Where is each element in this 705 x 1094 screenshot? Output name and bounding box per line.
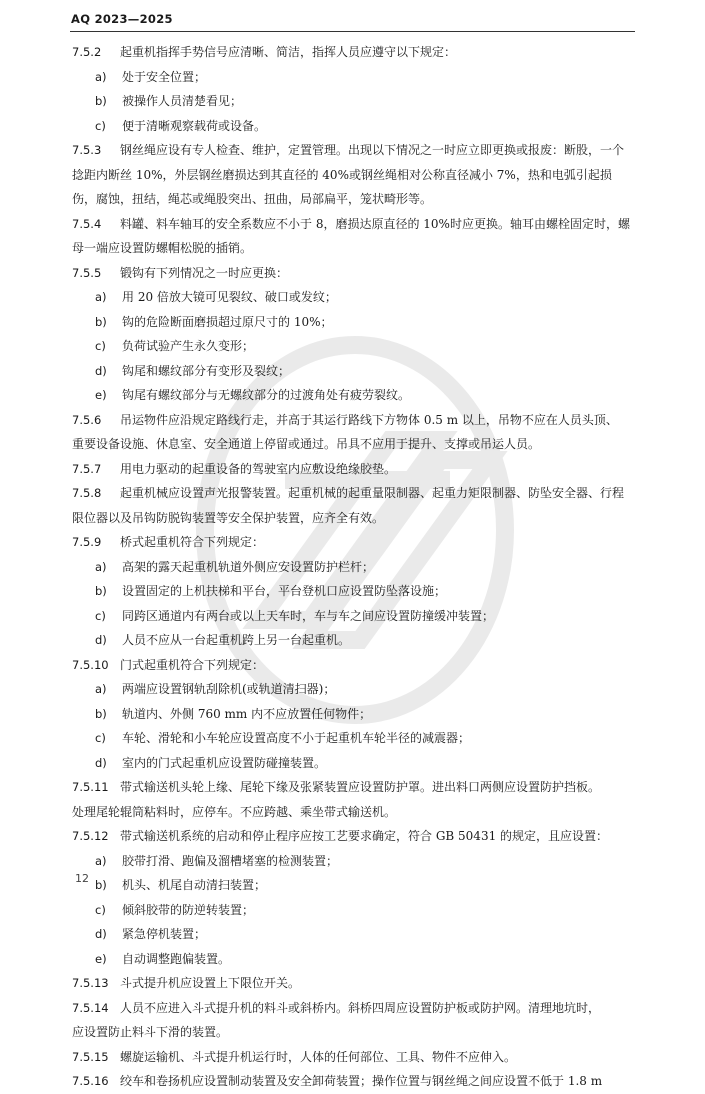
clause-line	[72, 824, 632, 849]
list-item	[72, 310, 632, 335]
line-text: 机头、机尾自动清扫装置；	[122, 878, 267, 892]
line-text: 限位器以及吊钩防脱钩装置等安全保护装置，应齐全有效。	[72, 510, 385, 525]
clause-number: 7.5.4	[72, 216, 102, 231]
item-marker: a)	[95, 290, 107, 304]
item-marker: a)	[95, 69, 107, 84]
continuation-line	[72, 1020, 632, 1045]
list-item	[72, 334, 632, 359]
item-marker: d)	[95, 755, 107, 770]
item-marker: b)	[95, 314, 107, 329]
line-text: 紧急停机装置；	[122, 927, 207, 941]
item-marker: e)	[95, 388, 107, 402]
line-text: 胶带打滑、跑偏及溜槽堵塞的检测装置；	[122, 853, 339, 868]
line-text: 斗式提升机应设置上下限位开关。	[120, 976, 301, 990]
list-item	[72, 555, 632, 580]
item-marker: b)	[95, 878, 107, 892]
item-marker: d)	[95, 927, 107, 941]
continuation-line	[72, 236, 632, 261]
clause-number: 7.5.5	[72, 265, 102, 280]
list-item	[72, 898, 632, 923]
line-text: 倾斜胶带的防逆转装置；	[122, 902, 255, 917]
list-item	[72, 604, 632, 629]
item-marker: c)	[95, 731, 106, 745]
clause-number: 7.5.14	[72, 1000, 109, 1015]
clause-number: 7.5.13	[72, 976, 109, 990]
continuation-line	[72, 800, 632, 825]
list-item	[72, 751, 632, 776]
list-item	[72, 677, 632, 702]
clause-line	[72, 481, 632, 506]
item-marker: b)	[95, 584, 107, 598]
list-item	[72, 873, 632, 898]
line-text: 起重机指挥手势信号应清晰、简洁，指挥人员应遵守以下规定：	[120, 45, 457, 59]
list-item	[72, 65, 632, 90]
line-text: 吊运物件应沿规定路线行走，并高于其运行路线下方物体 0.5 m 以上，吊物不应在人员头顶、	[120, 412, 618, 427]
item-marker: c)	[95, 118, 106, 133]
line-text: 钩尾和螺纹部分有变形及裂纹；	[122, 363, 291, 378]
clause-number: 7.5.11	[72, 780, 109, 794]
line-text: 高架的露天起重机轨道外侧应安设置防护栏杆；	[122, 559, 375, 574]
header-rule	[70, 31, 635, 32]
line-text: 捻距内断丝 10%，外层钢丝磨损达到其直径的 40%或钢丝绳相对公称直径减小 7%，热和电弧引起损	[72, 167, 612, 182]
clause-line	[72, 40, 632, 65]
continuation-line	[72, 163, 632, 188]
line-text: 应设置防止料斗下滑的装置。	[72, 1025, 229, 1039]
clause-line	[72, 261, 632, 286]
clause-number: 7.5.15	[72, 1049, 109, 1064]
clause-line	[72, 971, 632, 996]
line-text: 料罐、料车轴耳的安全系数应不小于 8，磨损达原直径的 10%时应更换。轴耳由螺栓固定时，螺	[120, 216, 630, 231]
list-item	[72, 285, 632, 310]
line-text: 桥式起重机符合下列规定：	[120, 535, 265, 549]
clause-line	[72, 1045, 632, 1070]
document-body	[72, 40, 632, 1094]
list-item	[72, 726, 632, 751]
line-text: 用电力驱动的起重设备的驾驶室内应敷设绝缘胶垫。	[120, 461, 397, 476]
line-text: 处理尾轮辊筒粘料时，应停车。不应跨越、乘坐带式输送机。	[72, 804, 397, 819]
clause-number: 7.5.16	[72, 1074, 109, 1088]
line-text: 被操作人员清楚看见；	[122, 94, 243, 108]
line-text: 门式起重机符合下列规定：	[120, 657, 265, 672]
item-marker: c)	[95, 608, 106, 623]
item-marker: b)	[95, 706, 107, 721]
line-text: 负荷试验产生永久变形；	[122, 339, 255, 353]
line-text: 锻钩有下列情况之一时应更换：	[120, 265, 289, 280]
item-marker: c)	[95, 902, 106, 917]
clause-number: 7.5.2	[72, 45, 102, 59]
line-text: 起重机械应设置声光报警装置。起重机械的起重量限制器、起重力矩限制器、防坠安全器、行程	[120, 486, 625, 500]
clause-line	[72, 408, 632, 433]
continuation-line	[72, 506, 632, 531]
line-text: 同跨区通道内有两台或以上天车时，车与车之间应设置防撞缓冲装置；	[122, 608, 495, 623]
line-text: 带式输送机头轮上缘、尾轮下缘及张紧装置应设置防护罩。进出料口两侧应设置防护挡板。	[120, 780, 601, 794]
clause-number: 7.5.3	[72, 143, 102, 157]
clause-line	[72, 996, 632, 1021]
page-number: 12	[75, 872, 89, 885]
line-text: 绞车和卷扬机应设置制动装置及安全卸荷装置；操作位置与钢丝绳之间应设置不低于 1.8 m	[120, 1074, 603, 1088]
line-text: 钩尾有螺纹部分与无螺纹部分的过渡角处有疲劳裂纹。	[122, 388, 411, 402]
continuation-line	[72, 432, 632, 457]
clause-line	[72, 138, 632, 163]
clause-number: 7.5.10	[72, 657, 109, 672]
continuation-line	[72, 187, 632, 212]
clause-line	[72, 530, 632, 555]
clause-line	[72, 1069, 632, 1094]
list-item	[72, 89, 632, 114]
line-text: 带式输送机系统的启动和停止程序应按工艺要求确定，符合 GB 50431 的规定，且应设置：	[120, 829, 609, 843]
line-text: 钩的危险断面磨损超过原尺寸的 10%；	[122, 314, 333, 329]
item-marker: c)	[95, 339, 106, 353]
line-text: 便于清晰观察载荷或设备。	[122, 118, 267, 133]
list-item	[72, 849, 632, 874]
line-text: 重要设备设施、休息室、安全通道上停留或通过。吊具不应用于提升、支撑或吊运人员。	[72, 437, 541, 451]
clause-line	[72, 457, 632, 482]
clause-line	[72, 775, 632, 800]
line-text: 人员不应从一台起重机跨上另一台起重机。	[122, 633, 351, 647]
list-item	[72, 383, 632, 408]
item-marker: a)	[95, 853, 107, 868]
line-text: 钢丝绳应设有专人检查、维护，定置管理。出现以下情况之一时应立即更换或报废：断股，一个	[120, 143, 625, 157]
clause-number: 7.5.8	[72, 486, 102, 500]
list-item	[72, 359, 632, 384]
item-marker: a)	[95, 682, 107, 696]
line-text: 自动调整跑偏装置。	[122, 951, 231, 966]
clause-number: 7.5.12	[72, 829, 109, 843]
line-text: 用 20 倍放大镜可见裂纹、破口或发纹；	[122, 290, 337, 304]
clause-line	[72, 212, 632, 237]
clause-number: 7.5.7	[72, 461, 102, 476]
list-item	[72, 947, 632, 972]
item-marker: b)	[95, 94, 107, 108]
list-item	[72, 579, 632, 604]
line-text: 室内的门式起重机应设置防碰撞装置。	[122, 755, 327, 770]
line-text: 设置固定的上机扶梯和平台，平台登机口应设置防坠落设施；	[122, 584, 447, 598]
item-marker: e)	[95, 951, 107, 966]
list-item	[72, 628, 632, 653]
line-text: 两端应设置钢轨刮除机(或轨道清扫器)；	[122, 682, 336, 696]
item-marker: d)	[95, 633, 107, 647]
line-text: 车轮、滑轮和小车轮应设置高度不小于起重机车轮半径的减震器；	[122, 731, 471, 745]
list-item	[72, 114, 632, 139]
clause-line	[72, 653, 632, 678]
line-text: 螺旋运输机、斗式提升机运行时，人体的任何部位、工具、物件不应伸入。	[120, 1049, 517, 1064]
standard-code: AQ 2023—2025	[71, 12, 173, 26]
item-marker: d)	[95, 363, 107, 378]
clause-number: 7.5.9	[72, 535, 102, 549]
line-text: 轨道内、外侧 760 mm 内不应放置任何物件；	[122, 706, 372, 721]
line-text: 处于安全位置；	[122, 69, 207, 84]
list-item	[72, 702, 632, 727]
line-text: 母一端应设置防螺帽松脱的插销。	[72, 241, 253, 255]
item-marker: a)	[95, 559, 107, 574]
line-text: 人员不应进入斗式提升机的料斗或斜桥内。斜桥四周应设置防护板或防护网。清理地坑时，	[120, 1000, 601, 1015]
clause-number: 7.5.6	[72, 412, 102, 427]
list-item	[72, 922, 632, 947]
line-text: 伤，腐蚀，扭结，绳芯或绳股突出、扭曲，局部扁平，笼状畸形等。	[72, 192, 433, 206]
